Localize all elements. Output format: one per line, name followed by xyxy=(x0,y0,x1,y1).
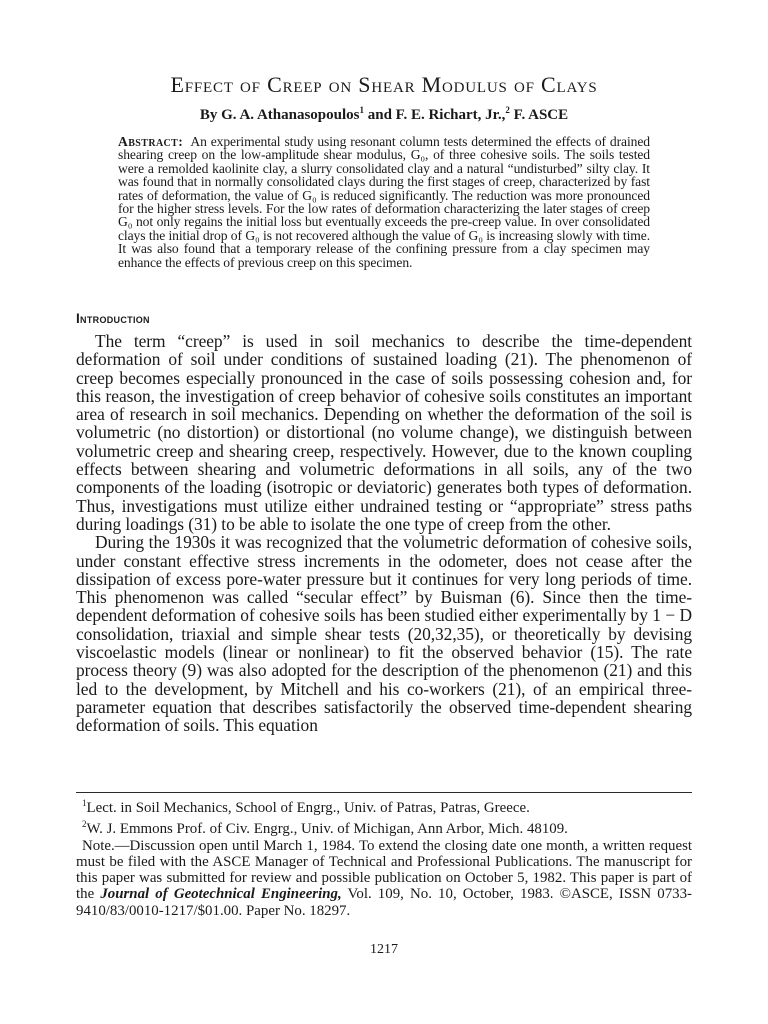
author-affiliation-grade: F. ASCE xyxy=(509,107,569,123)
footnotes xyxy=(76,795,692,919)
footnote-1 xyxy=(76,795,692,816)
author-2: and F. E. Richart, Jr., xyxy=(363,107,506,123)
abstract-text: An experimental study using resonant column tests determined the effects of drained shearing creep on the low-amplitude shear modulus, G₀, of three cohesive soils. The soils tested were a remolded kaolinite clay, a slurry consolidated clay and a natural “undisturbed” silty clay. It was found that in normally consolidated clays during the first stages of creep, characterized by fast rates of deformation, the value of G₀ is reduced significantly. The reduction was more pronounced for the higher stress levels. For the low rates of deformation characterizing the later stages of creep G₀ not only regains the initial loss but eventually exceeds the pre-creep value. In over consolidated clays the initial drop of G₀ is not recovered although the value of G₀ is increasing slowly with time. It was also found that a temporary release of the confining pressure from a clay specimen may enhance the effects of previous creep on this specimen. xyxy=(118,134,650,270)
abstract-label: Abstract: xyxy=(118,134,184,149)
author-1-footnote-marker: 1 xyxy=(359,105,364,115)
publication-note-text-b: Vol. 109, No. 10, October, 1983. ©ASCE, ISSN 0733-9410/83/0010-1217/$01.00. Paper No. 18297. xyxy=(76,886,693,919)
footnote-1-text: Lect. in Soil Mechanics, School of Engrg., Univ. of Patras, Patras, Greece. xyxy=(86,799,530,816)
body-paragraph-2: During the 1930s it was recognized that the volumetric deformation of cohesive soils, under constant effective stress increments in the odometer, does not cease after the dissipation of excess pore-water pressure but it continues for very long periods of time. This phenomenon was called “secular effect” by Buisman (6). Since then the time-dependent deformation of cohesive soils has been studied either experimentally by 1 − D consolidation, triaxial and simple shear tests (20,32,35), or theoretically by devising viscoelastic models (linear or nonlinear) to fit the observed behavior (15). The rate process theory (9) was also adopted for the description of the phenomenon (21) and this led to the development, by Mitchell and his co-workers (21), of an empirical three-parameter equation that describes satisfactorily the observed time-dependent shearing deformation of soils. This equation xyxy=(76,532,692,736)
paper-title: Effect of Creep on Shear Modulus of Clays xyxy=(170,72,598,97)
page-number: 1217 xyxy=(370,942,398,957)
journal-name: Journal of Geotechnical Engineering, xyxy=(100,886,342,903)
section-heading-introduction: Introduction xyxy=(76,311,150,326)
author-2-footnote-marker: 2 xyxy=(505,105,510,115)
body-paragraph-1: The term “creep” is used in soil mechanics to describe the time-dependent deformation of soil under conditions of sustained loading (21). The phenomenon of creep becomes especially pronounced in the case of soils possessing cohesion and, for this reason, the investigation of creep behavior of cohesive soils constitutes an important area of research in soil mechanics. Depending on whether the deformation of the soil is volumetric (no distortion) or distortional (no volume change), we distinguish between volumetric creep and shearing creep, respectively. However, due to the known coupling effects between shearing and volumetric deformations in all soils, any of the two components of the loading (isotropic or deviatoric) generates both types of deformation. Thus, investigations must utilize either undrained testing or “appropriate” stress paths during loadings (31) to be able to isolate the one type of creep from the other. xyxy=(76,331,692,534)
introduction-body xyxy=(76,332,692,735)
abstract xyxy=(118,135,650,269)
author-1: By G. A. Athanasopoulos xyxy=(199,107,360,123)
footnote-2-text: W. J. Emmons Prof. of Civ. Engrg., Univ. of Michigan, Ann Arbor, Mich. 48109. xyxy=(86,821,568,838)
author-byline xyxy=(0,105,768,124)
footnote-2 xyxy=(76,816,692,837)
publication-note-text-a: Note.—Discussion open until March 1, 1984. To extend the closing date one month, a written request must be filed with the ASCE Manager of Technical and Professional Publications. The manuscript for this paper was submitted for review and possible publication on October 5, 1982. This paper is part of the xyxy=(76,837,692,903)
footnote-2-marker: 2 xyxy=(82,819,87,830)
publication-note xyxy=(76,838,692,919)
footnote-1-marker: 1 xyxy=(82,798,87,808)
footnote-divider xyxy=(76,792,692,793)
